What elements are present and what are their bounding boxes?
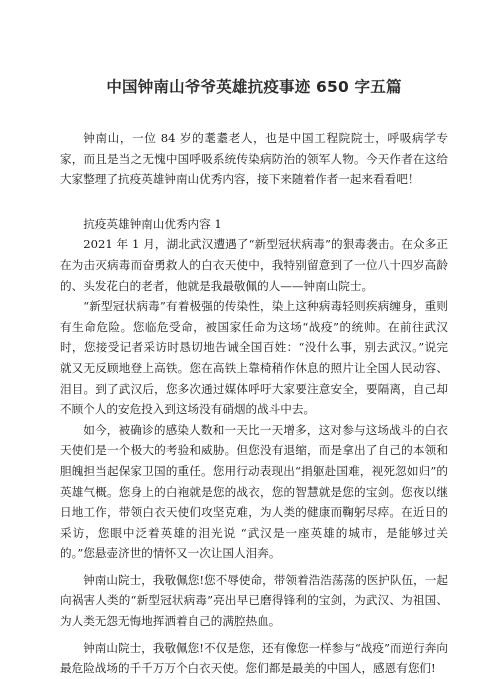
- body-paragraph-5: 钟南山院士，我敬佩您!不仅是您，还有像您一样参与“战疫”而逆行奔向最危险战场的千千万万个白衣天使。您们都是最美的中国人，感恩有您们!: [60, 640, 448, 676]
- intro-paragraph: 钟南山，一位 84 岁的耄耋老人，也是中国工程院院士，呼吸病学专家，而且是当之无愧中国呼吸系统传染病防治的领军人物。今天作者在这给大家整理了抗疫英雄钟南山优秀内容，接下来随着作者一起来看看吧！: [60, 131, 448, 187]
- body-paragraph-2: “新型冠状病毒”有着极强的传染性，染上这种病毒轻则疾病缠身，重则有生命危险。您临危受命，被国家任命为这场“战疫”的统帅。在前往武汉时，您接受记者采访时恳切地告诫全国百姓：“没什么事，别去武汉。”说完就又无反顾地登上高铁。您在高铁上靠椅稍作休息的照片让全国人民动容、泪目。到了武汉后，您多次通过媒体呼吁大家要注意安全，要隔离，自己却不顾个人的安危投入到这场没有硝烟的战斗中去。: [60, 299, 448, 417]
- document-title: 中国钟南山爷爷英雄抗疫事迹 650 字五篇: [106, 78, 402, 96]
- section-heading: 抗疫英雄钟南山优秀内容 1: [83, 216, 222, 231]
- body-paragraph-1: 2021 年 1 月，湖北武汉遭遇了“新型冠状病毒”的狠毒袭击。在众多正在为击灭病毒而奋勇救人的白衣天使中，我特别留意到了一位八十四岁高龄的、头发花白的老者，他就是我最敬佩的人——钟南山院士。: [60, 237, 448, 293]
- body-paragraph-3: 如今，被确诊的感染人数和一天比一天增多，这对参与这场战斗的白衣天使们是一个极大的考验和威胁。但您没有退缩，而是拿出了自己的本领和胆魄担当起保家卫国的重任。您用行动表现出“捐躯赴国难，视死忽如归”的英雄气概。您身上的白袍就是您的战衣，您的智慧就是您的宝剑。您夜以继日地工作，带领白衣天使们攻坚克难，为人类的健康而鞠躬尽瘁。在近日的采访，您眼中泛着英雄的泪光说 “武汉是一座英雄的城市，是能够过关的。”您悬壶济世的情怀又一次让国人泪奔。: [60, 422, 448, 561]
- body-paragraph-4: 钟南山院士，我敬佩您!您不辱使命，带领着浩浩荡荡的医护队伍，一起向祸害人类的“新型冠状病毒”亮出早已磨得锋利的宝剑，为武汉、为祖国、为人类无怨无悔地挥洒着自己的满腔热血。: [60, 572, 448, 629]
